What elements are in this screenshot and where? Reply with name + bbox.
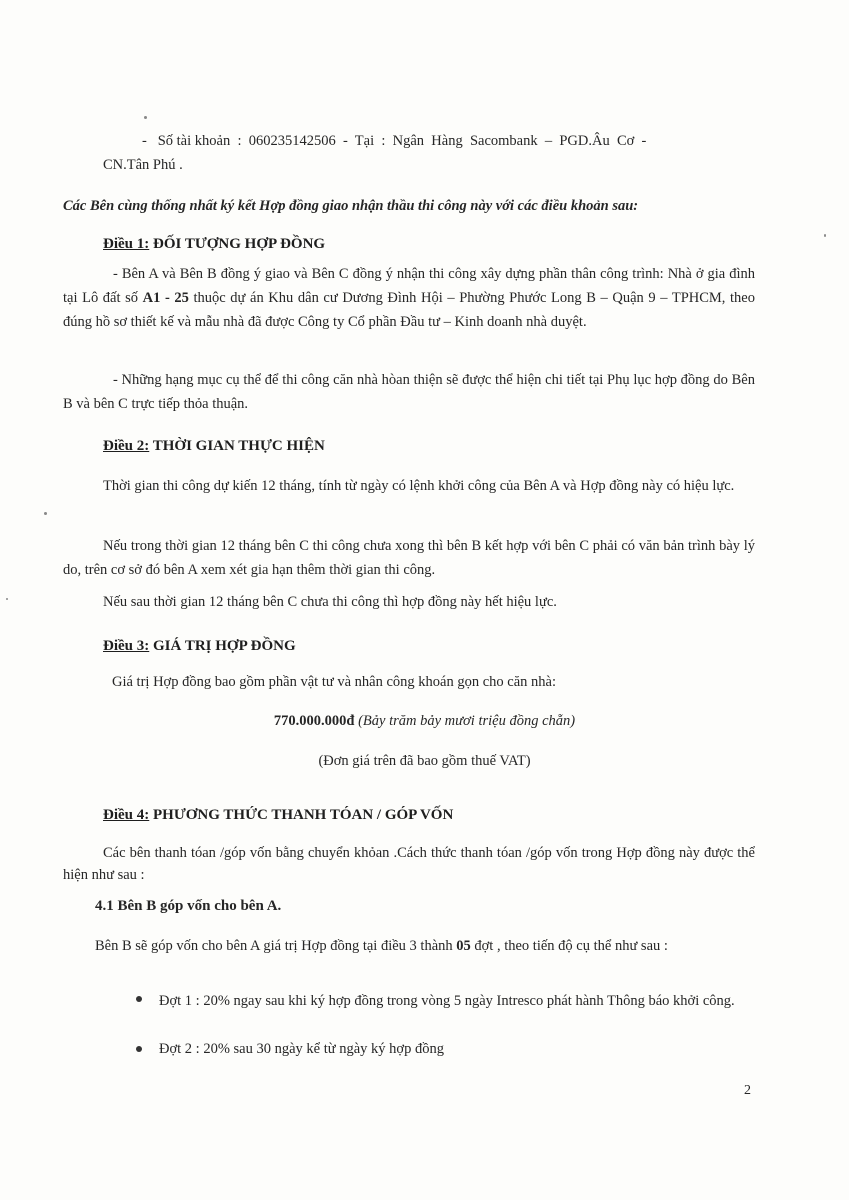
article-4-heading bbox=[103, 806, 453, 825]
contract-amount-words: (Bảy trăm bảy mươi triệu đồng chẵn) bbox=[354, 713, 576, 729]
article-2-paragraph-1: Thời gian thi công dự kiến 12 tháng, tính từ ngày có lệnh khởi công của Bên A và Hợp đồng này có hiệu lực. bbox=[103, 478, 735, 494]
article-3-heading bbox=[103, 637, 296, 656]
article-4-number: Điều 4: bbox=[103, 807, 150, 823]
contract-amount-line bbox=[0, 712, 849, 730]
text-run: thuộc dự án Khu dân cư Dương Đình Hội – Phường Phước Long B – Quận 9 – TPHCM, theo đúng hồ sơ thiết kế và mẫu nhà đã được Công ty Cổ phần Đầu tư – Kinh doanh nhà duyệt. bbox=[63, 290, 755, 330]
article-1-title: ĐỐI TƯỢNG HỢP ĐỒNG bbox=[149, 236, 326, 252]
article-4-title: PHƯƠNG THỨC THANH TÓAN / GÓP VỐN bbox=[149, 807, 454, 823]
article-1-heading bbox=[103, 235, 325, 254]
article-2-paragraph-3: Nếu sau thời gian 12 tháng bên C chưa thi công thì hợp đồng này hết hiệu lực. bbox=[103, 594, 557, 610]
bullet-icon bbox=[136, 996, 142, 1002]
list-item: Đợt 1 : 20% ngay sau khi ký hợp đồng trong vòng 5 ngày Intresco phát hành Thông báo khởi công. bbox=[159, 993, 735, 1009]
contract-amount: 770.000.000đ bbox=[273, 713, 355, 729]
article-2-heading bbox=[103, 437, 325, 456]
scan-speck bbox=[44, 512, 47, 515]
article-1-paragraph-2: - Những hạng mục cụ thể để thi công căn nhà hòan thiện sẽ được thể hiện chi tiết tại Phụ lục hợp đồng do Bên B và bên C trực tiếp thỏa thuận. bbox=[63, 372, 755, 412]
article-3-number: Điều 3: bbox=[103, 638, 150, 654]
article-2-title: THỜI GIAN THỰC HIỆN bbox=[149, 438, 325, 454]
article-3-title: GIÁ TRỊ HỢP ĐỒNG bbox=[149, 638, 296, 654]
scan-speck bbox=[824, 234, 826, 237]
article-4-paragraph-1: Các bên thanh tóan /góp vốn bằng chuyển khỏan .Cách thức thanh tóan /góp vốn trong Hợp đồng này được thể hiện như sau : bbox=[63, 845, 755, 883]
lot-number: A1 - 25 bbox=[142, 290, 189, 306]
article-1-paragraph-1 bbox=[63, 262, 755, 334]
account-line: - Số tài khoản : 060235142506 - Tại : Ngân Hàng Sacombank – PGD.Âu Cơ - bbox=[142, 133, 647, 149]
text-run: Bên B sẽ góp vốn cho bên A giá trị Hợp đồng tại điều 3 thành bbox=[95, 938, 457, 954]
section-4-1-heading: 4.1 Bên B góp vốn cho bên A. bbox=[95, 898, 282, 914]
article-2-number: Điều 2: bbox=[103, 438, 150, 454]
article-2-paragraph-2: Nếu trong thời gian 12 tháng bên C thi công chưa xong thì bên B kết hợp với bên C phải có văn bản trình bày lý do, trên cơ sở đó bên A xem xét gia hạn thêm thời gian thi công. bbox=[63, 538, 755, 578]
text-run: đợt , theo tiến độ cụ thể như sau : bbox=[470, 938, 668, 954]
scan-speck bbox=[144, 116, 147, 119]
article-1-number: Điều 1: bbox=[103, 236, 150, 252]
scan-speck bbox=[6, 598, 8, 600]
installment-count: 05 bbox=[456, 938, 471, 954]
vat-note: (Đơn giá trên đã bao gồm thuế VAT) bbox=[318, 753, 531, 769]
list-item: Đợt 2 : 20% sau 30 ngày kể từ ngày ký hợp đồng bbox=[159, 1041, 444, 1057]
text-run: - Bên A và Bên B đồng ý giao và Bên C đồng ý nhận thi công xây dựng phần thân công trình: Nhà ở gia đình tại Lô đất số bbox=[63, 266, 755, 306]
article-3-paragraph-1: Giá trị Hợp đồng bao gồm phần vật tư và nhân công khoán gọn cho căn nhà: bbox=[112, 674, 556, 690]
page-number: 2 bbox=[744, 1083, 751, 1098]
agreement-statement: Các Bên cùng thống nhất ký kết Hợp đồng giao nhận thầu thi công này với các điều khoản sau: bbox=[63, 198, 639, 214]
bullet-icon bbox=[136, 1046, 142, 1052]
account-line-cont: CN.Tân Phú . bbox=[103, 157, 183, 173]
article-4-paragraph-2 bbox=[63, 934, 755, 958]
